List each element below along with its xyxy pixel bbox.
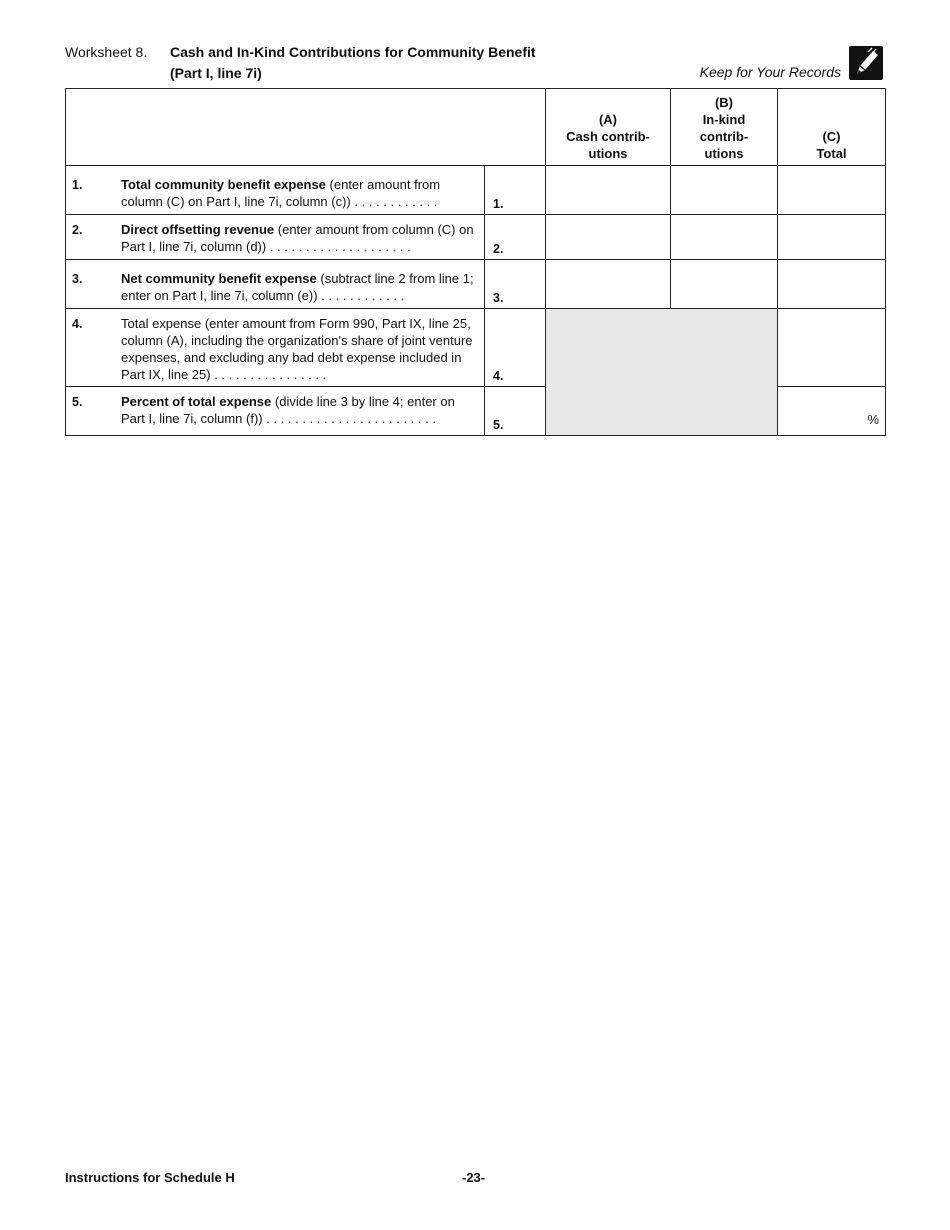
column-header-row	[66, 89, 886, 166]
worksheet-title: Cash and In-Kind Contributions for Community Benefit	[170, 44, 536, 60]
table-row	[66, 215, 886, 260]
worksheet-subtitle: (Part I, line 7i)	[170, 65, 262, 81]
column-b-letter: (B)	[714, 95, 734, 110]
row-4-text	[121, 315, 481, 383]
row-1-number: 1.	[72, 178, 83, 192]
keep-for-records-note: Keep for Your Records	[699, 64, 841, 80]
column-b-label-1: In-kind	[702, 112, 746, 127]
row-1-rest-text: (enter amount from column (C) on Part I, line 7i, column (c)) . . . . . . . . . . . .	[121, 177, 441, 209]
row-3-line-ref: 3.	[485, 260, 546, 309]
row-1-inkind-input[interactable]	[671, 166, 778, 215]
row-2-inkind-input[interactable]	[671, 215, 778, 260]
row-2-rest-text: (enter amount from column (C) on Part I, line 7i, column (d)) . . . . . . . . . . . . . . . . . . . .	[121, 222, 474, 254]
row-3-cash-input[interactable]	[546, 260, 671, 309]
row-4-rest-text: Total expense (enter amount from Form 990, Part IX, line 25, column (A), including the organization's share of joint venture expenses, and excluding any bad debt expense included in Part IX, line 25) . . . . . . . . . . . . . . . .	[121, 316, 473, 382]
column-b-label-2: contrib-	[699, 129, 749, 144]
pen-icon	[849, 46, 883, 80]
row-3-text	[121, 270, 481, 304]
column-a-label-2: utions	[588, 146, 628, 161]
row-2-number: 2.	[72, 223, 83, 237]
row-2-description	[66, 215, 485, 260]
row-5-rest-text: (divide line 3 by line 4; enter on Part I, line 7i, column (f)) . . . . . . . . . . . . . . . . . . . . . . . .	[121, 394, 455, 426]
row-3-description	[66, 260, 485, 309]
table-row	[66, 309, 886, 387]
column-c-letter: (C)	[822, 129, 841, 144]
row-3-number: 3.	[72, 272, 83, 286]
row-3-inkind-input[interactable]	[671, 260, 778, 309]
row-5-description	[66, 387, 485, 436]
column-b-header	[671, 89, 778, 166]
row-5-percent-input[interactable]	[778, 387, 886, 436]
row-4-number: 4.	[72, 317, 83, 331]
column-a-letter: (A)	[598, 112, 618, 127]
row-4-description	[66, 309, 485, 387]
column-c-label-1: Total	[816, 146, 847, 161]
row-1-bold-text: Total community benefit expense	[121, 177, 326, 192]
row-1-line-ref: 1.	[485, 166, 546, 215]
row-1-description	[66, 166, 485, 215]
row-4-line-ref: 4.	[485, 309, 546, 387]
row-2-cash-input[interactable]	[546, 215, 671, 260]
row-2-total-input[interactable]	[778, 215, 886, 260]
table-row	[66, 166, 886, 215]
row-1-text	[121, 176, 481, 210]
row-5-bold-text: Percent of total expense	[121, 394, 272, 409]
row-4-total-input[interactable]	[778, 309, 886, 387]
worksheet-table	[65, 88, 886, 436]
row-3-total-input[interactable]	[778, 260, 886, 309]
row-2-text	[121, 221, 481, 255]
column-a-header	[546, 89, 671, 166]
row-5-number: 5.	[72, 395, 83, 409]
percent-sign: %	[867, 412, 879, 427]
row-1-cash-input[interactable]	[546, 166, 671, 215]
table-row	[66, 260, 886, 309]
column-b-label-3: utions	[704, 146, 744, 161]
row-5-line-ref: 5.	[485, 387, 546, 436]
row-2-bold-text: Direct offsetting revenue	[121, 222, 275, 237]
column-a-label-1: Cash contrib-	[566, 129, 650, 144]
row-5-text	[121, 393, 481, 427]
page-number: -23-	[462, 1170, 486, 1185]
footer-document-title: Instructions for Schedule H	[65, 1170, 235, 1185]
shaded-unused-area	[546, 309, 778, 436]
row-3-bold-text: Net community benefit expense	[121, 271, 317, 286]
row-2-line-ref: 2.	[485, 215, 546, 260]
header-blank-cell	[66, 89, 546, 166]
column-c-header	[778, 89, 886, 166]
worksheet-label: Worksheet 8.	[65, 44, 148, 60]
row-3-rest-text: (subtract line 2 from line 1; enter on Part I, line 7i, column (e)) . . . . . . . . . . . .	[121, 271, 474, 303]
row-1-total-input[interactable]	[778, 166, 886, 215]
